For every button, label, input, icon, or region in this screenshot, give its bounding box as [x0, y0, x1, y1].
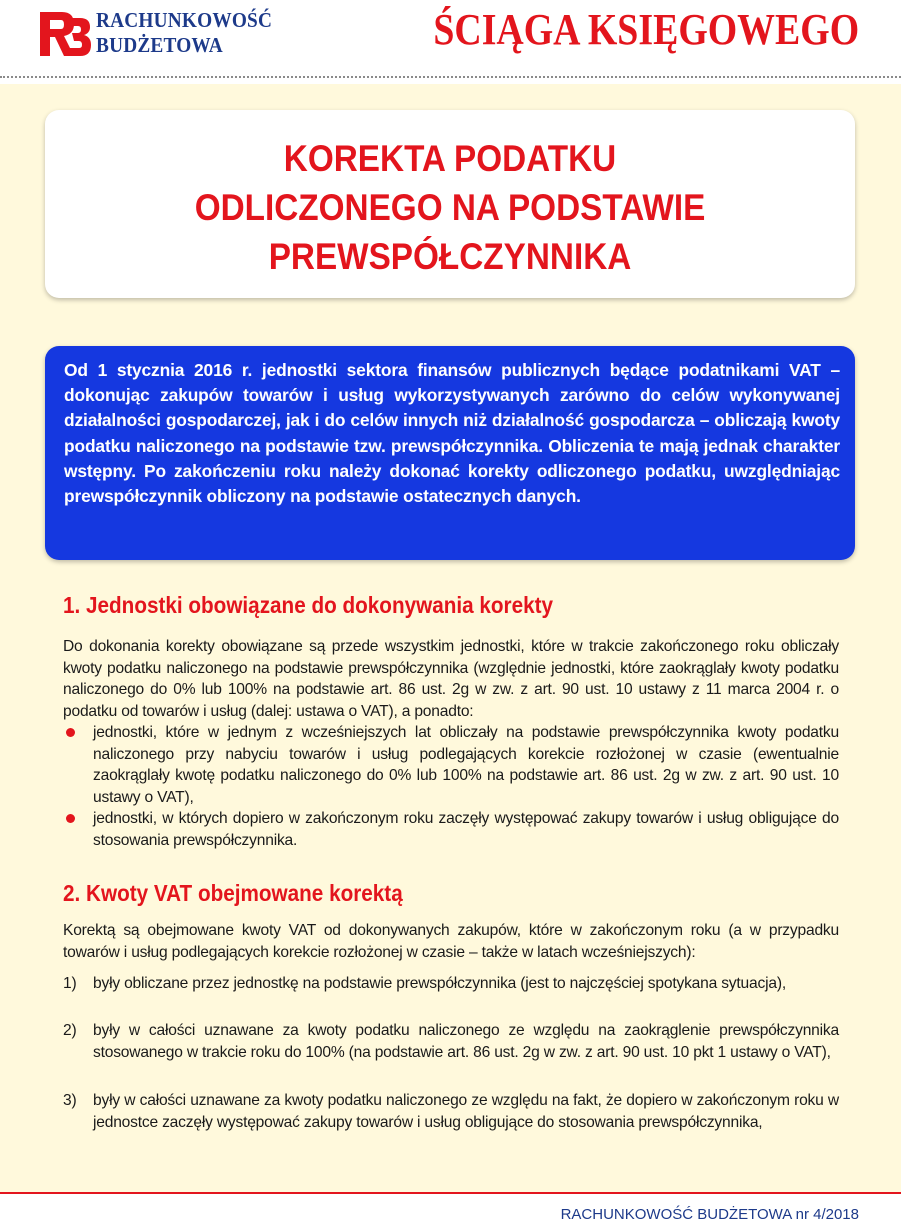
masthead-title: ŚCIĄGA KSIĘGOWEGO — [433, 5, 859, 54]
list-item-number: 2) — [63, 1022, 77, 1039]
list-item-number: 1) — [63, 975, 77, 992]
page-header — [0, 0, 901, 76]
intro-box — [45, 346, 855, 560]
article-title-line1: KOREKTA PODATKU — [283, 138, 617, 179]
article-title-line3: PREWSPÓŁCZYNNIKA — [268, 236, 632, 277]
section1-heading: 1. Jednostki obowiązane do dokonywania korekty — [63, 592, 554, 618]
header-dotted-divider — [0, 76, 901, 78]
list-item-number: 3) — [63, 1092, 77, 1109]
footer-rule — [0, 1192, 901, 1194]
bullet-dot-icon — [66, 728, 75, 737]
publisher-logo — [36, 6, 296, 64]
footer-publication: RACHUNKOWOŚĆ BUDŻETOWA nr 4/2018 — [560, 1206, 859, 1223]
section1-paragraph: Do dokonania korekty obowiązane są przede wszystkim jednostki, które w trakcie zakończonego roku obliczały kwoty podatku naliczonego na podstawie prewspółczynnika (względnie jednostki, które zaokrąglały kwoty podatku naliczonego do 0% lub 100% na podstawie art. 86 ust. 2g w zw. z art. 90 ust. 10 ustawy z 11 marca 2004 r. o podatku od towarów i usług (dalej: ustawa o VAT), a ponadto: — [63, 638, 839, 720]
intro-text: Od 1 stycznia 2016 r. jednostki sektora finansów publicznych będące podatnikami VAT – dokonując zakupów towarów i usług wykorzystywanych zarówno do celów wykonywanej działalności gospodarczej, jak i do celów innych niż działalność gospodarcza – obliczają kwoty podatku naliczonego na podstawie tzw. prewspółczynnika. Obliczenia te mają jednak charakter wstępny. Po zakończeniu roku należy dokonać korekty odliczonego podatku, uwzględniając prewspółczynnik obliczony na podstawie ostatecznych danych. — [64, 360, 840, 507]
section2-heading: 2. Kwoty VAT obejmowane korektą — [63, 880, 403, 906]
logo-text-line1: RACHUNKOWOŚĆ — [96, 8, 273, 32]
bullet-dot-icon — [66, 814, 75, 823]
rb-logo-icon — [36, 8, 92, 60]
list-item-text: były w całości uznawane za kwoty podatku naliczonego ze względu na fakt, że dopiero w zakończonym roku w jednostce zaczęły występować zakupy towarów i usług obligujące do stosowania prewspółczynnika, — [93, 1092, 839, 1131]
list-item-text: jednostki, w których dopiero w zakończonym roku zaczęły występować zakupy towarów i usług obligujące do stosowania prewspółczynnika. — [93, 810, 839, 849]
logo-text-line2: BUDŻETOWA — [96, 33, 223, 57]
article-title-line2: ODLICZONEGO NA PODSTAWIE — [194, 187, 706, 228]
list-item-text: były w całości uznawane za kwoty podatku naliczonego ze względu na zaokrąglenie prewspółczynnika stosowanego w trakcie roku do 100% (na podstawie art. 86 ust. 2g w zw. z art. 90 ust. 10 pkt 1 ustawy o VAT), — [93, 1022, 839, 1061]
article-title-box — [45, 110, 855, 298]
list-item-text: były obliczane przez jednostkę na podstawie prewspółczynnika (jest to najczęściej spotykana sytuacja), — [93, 975, 786, 992]
section2-paragraph: Korektą są obejmowane kwoty VAT od dokonywanych zakupów, które w zakończonym roku (a w przypadku towarów i usług podlegających korekcie rozłożonej w czasie – także w latach wcześniejszych): — [63, 922, 839, 961]
list-item-text: jednostki, które w jednym z wcześniejszych lat obliczały na podstawie prewspółczynnika kwoty podatku naliczonego przy nabyciu towarów i usług podlegających korekcie rozłożonej w czasie (ewentualnie zaokrąglały kwotę podatku naliczonego do 0% lub 100% na podstawie art. 86 ust. 2g w zw. z art. 90 ust. 10 ustawy o VAT), — [93, 724, 839, 806]
